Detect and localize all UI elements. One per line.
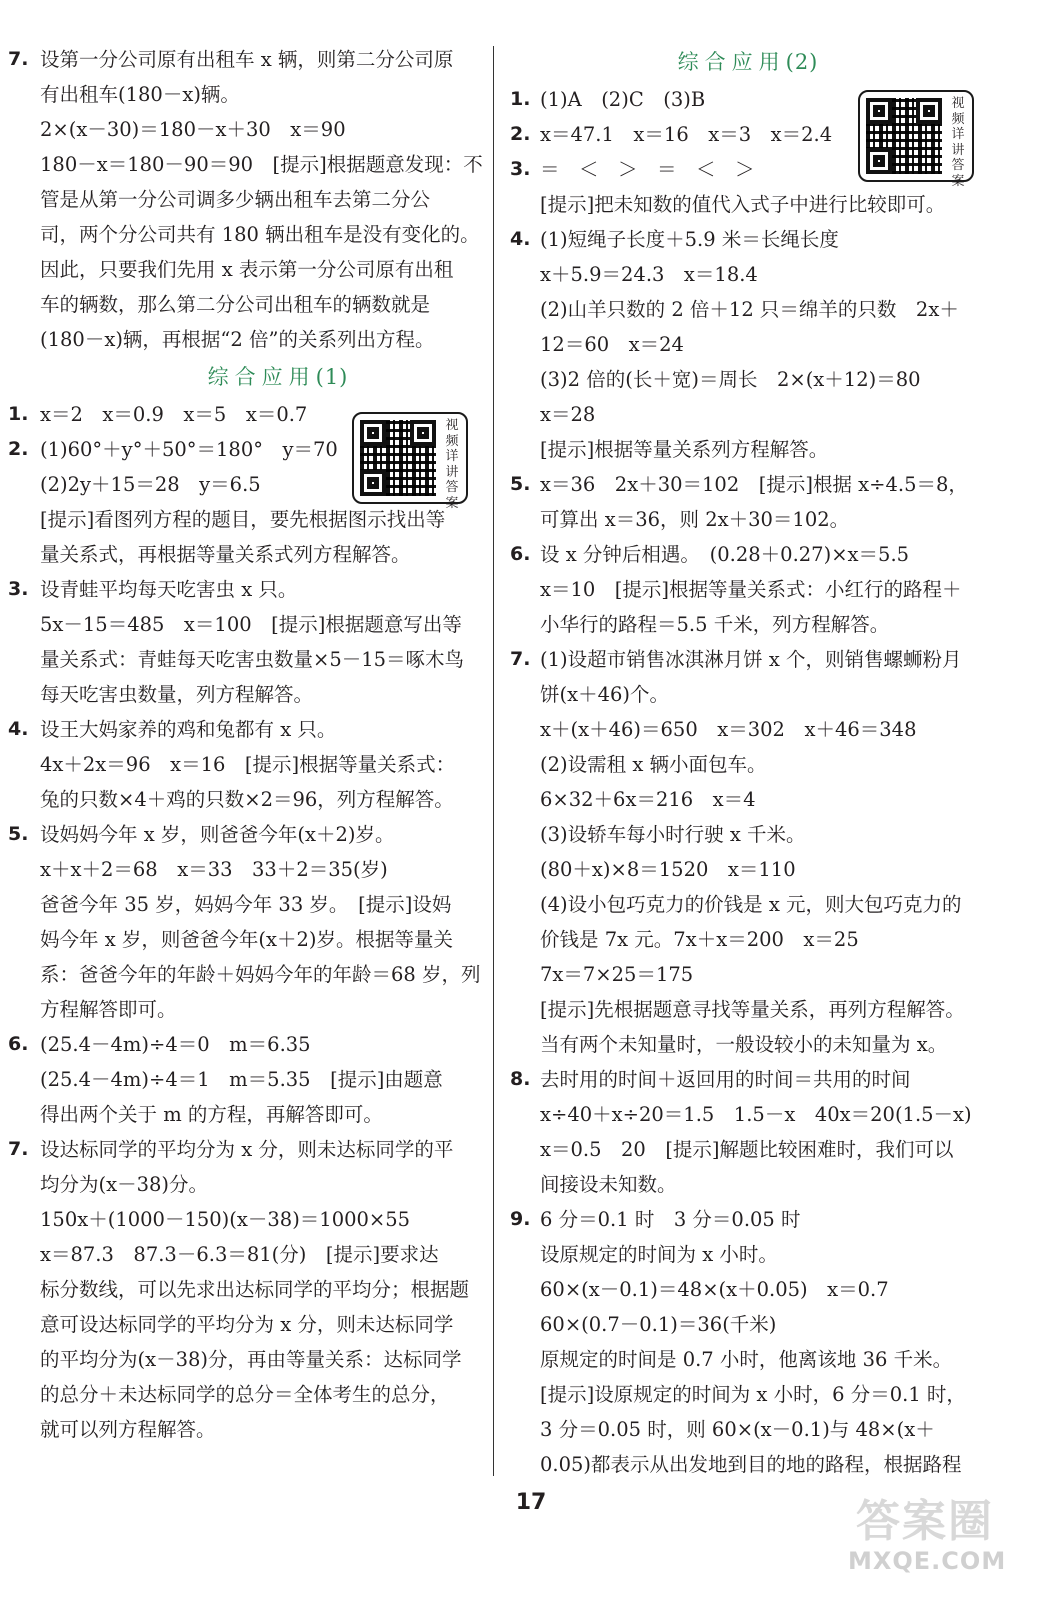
answer-line <box>0 502 486 537</box>
answer-line <box>0 677 486 712</box>
line-text: 7x＝7×25＝175 <box>540 963 694 986</box>
qr-code-icon <box>360 420 436 496</box>
answer-line <box>500 922 996 957</box>
line-text: (1)60°＋y°＋50°＝180° y＝70 <box>40 438 338 461</box>
question-number: 9. <box>510 1208 531 1230</box>
line-text: 价钱是 7x 元。7x＋x＝200 x＝25 <box>540 928 859 951</box>
answer-line <box>0 852 486 887</box>
question-number: 4. <box>8 718 29 740</box>
line-text: 标分数线，可以先求出达标同学的平均分；根据题 <box>40 1278 470 1301</box>
answer-line <box>500 1027 996 1062</box>
line-text: x＋(x＋46)＝650 x＝302 x＋46＝348 <box>540 718 917 741</box>
line-text: 就可以列方程解答。 <box>40 1418 216 1441</box>
line-text: 当有两个未知量时，一般设较小的未知量为 x。 <box>540 1033 948 1056</box>
line-text: (25.4－4m)÷4＝1 m＝5.35 [提示]由题意 <box>40 1068 443 1091</box>
line-text: 小华行的路程＝5.5 千米，列方程解答。 <box>540 613 890 636</box>
line-text: x＝87.3 87.3－6.3＝81(分) [提示]要求达 <box>40 1243 439 1266</box>
line-text: 因此，只要我们先用 x 表示第一分公司原有出租 <box>40 258 454 281</box>
question-number: 7. <box>8 48 29 70</box>
page-number: 17 <box>515 1490 547 1515</box>
answer-line <box>0 957 486 992</box>
answer-line <box>500 1447 996 1482</box>
answer-line <box>500 187 996 222</box>
answer-line <box>0 1202 486 1237</box>
line-text: 去时用的时间＋返回用的时间＝共用的时间 <box>540 1068 911 1091</box>
answer-line <box>0 1097 486 1132</box>
answer-line <box>500 887 996 922</box>
line-text: 妈今年 x 岁，则爸爸今年(x＋2)岁。根据等量关 <box>40 928 454 951</box>
question-number: 2. <box>510 123 531 145</box>
line-text: 得出两个关于 m 的方程，再解答即可。 <box>40 1103 383 1126</box>
answer-line <box>500 852 996 887</box>
answer-line <box>500 1097 996 1132</box>
left-column <box>0 42 486 1447</box>
answer-line <box>500 1272 996 1307</box>
question-line <box>0 572 486 607</box>
line-text: (1)短绳子长度＋5.9 米＝长绳长度 <box>540 228 839 251</box>
question-number: 6. <box>8 1033 29 1055</box>
line-text: 60×(0.7－0.1)＝36(千米) <box>540 1313 777 1336</box>
line-text: 0.05)都表示从出发地到目的地的路程，根据路程 <box>540 1453 962 1476</box>
question-number: 1. <box>8 403 29 425</box>
qr-code-icon <box>866 98 942 174</box>
line-text: 3 分＝0.05 时，则 60×(x－0.1)与 48×(x＋ <box>540 1418 935 1441</box>
question-line <box>0 1132 486 1167</box>
question-number: 7. <box>510 648 531 670</box>
answer-line <box>0 887 486 922</box>
line-text: [提示]把未知数的值代入式子中进行比较即可。 <box>540 193 946 216</box>
line-text: 设妈妈今年 x 岁，则爸爸今年(x＋2)岁。 <box>40 823 395 846</box>
answer-line <box>0 252 486 287</box>
qr-code-box[interactable] <box>352 412 468 511</box>
question-line <box>0 1027 486 1062</box>
line-text: 系：爸爸今年的年龄＋妈妈今年的年龄＝68 岁，列 <box>40 963 481 986</box>
line-text: 12＝60 x＝24 <box>540 333 684 356</box>
line-text: 设 x 分钟后相遇。 (0.28＋0.27)×x＝5.5 <box>540 543 910 566</box>
answer-line <box>0 992 486 1027</box>
answer-line <box>500 397 996 432</box>
line-text: 设第一分公司原有出租车 x 辆，则第二分公司原 <box>40 48 454 71</box>
answer-line <box>0 1272 486 1307</box>
answer-line <box>500 292 996 327</box>
column-divider <box>493 46 494 1476</box>
line-text: x＝0.5 20 [提示]解题比较困难时，我们可以 <box>540 1138 954 1161</box>
line-text: 每天吃害虫数量，列方程解答。 <box>40 683 314 706</box>
line-text: 司，两个分公司共有 180 辆出租车是没有变化的。 <box>40 223 480 246</box>
line-text: 管是从第一分公司调多少辆出租车去第二分公 <box>40 188 431 211</box>
answer-line <box>500 782 996 817</box>
qr-label: 视频详讲答案 <box>445 418 459 511</box>
line-text: 量关系式，再根据等量关系式列方程解答。 <box>40 543 411 566</box>
line-text: 可算出 x＝36，则 2x＋30＝102。 <box>540 508 850 531</box>
watermark <box>848 1485 1034 1585</box>
section-title <box>0 357 486 397</box>
line-text: (1)A (2)C (3)B <box>540 88 706 111</box>
answer-line <box>500 1342 996 1377</box>
answer-line <box>0 1237 486 1272</box>
watermark-url: MXQE.COM <box>848 1547 1007 1575</box>
question-number: 3. <box>8 578 29 600</box>
line-text: (3)设轿车每小时行驶 x 千米。 <box>540 823 806 846</box>
line-text: 4x＋2x＝96 x＝16 [提示]根据等量关系式： <box>40 753 456 776</box>
line-text: 的总分＋未达标同学的总分＝全体考生的总分， <box>40 1383 450 1406</box>
answer-line <box>0 287 486 322</box>
answer-line <box>500 1237 996 1272</box>
answer-line <box>0 147 486 182</box>
line-text: 6 分＝0.1 时 3 分＝0.05 时 <box>540 1208 801 1231</box>
line-text: 2×(x－30)＝180－x＋30 x＝90 <box>40 118 346 141</box>
answer-line <box>500 1307 996 1342</box>
line-text: [提示]先根据题意寻找等量关系，再列方程解答。 <box>540 998 965 1021</box>
line-text: (80＋x)×8＝1520 x＝110 <box>540 858 796 881</box>
section-title-number: (1) <box>315 365 349 389</box>
section-title <box>500 42 996 82</box>
question-number: 5. <box>8 823 29 845</box>
watermark-logo: 答案圈 <box>856 1496 994 1547</box>
answer-line <box>500 677 996 712</box>
line-text: 6×32＋6x＝216 x＝4 <box>540 788 756 811</box>
line-text: 5x－15＝485 x＝100 [提示]根据题意写出等 <box>40 613 462 636</box>
qr-code-box[interactable] <box>858 90 974 189</box>
line-text: 兔的只数×4＋鸡的只数×2＝96，列方程解答。 <box>40 788 454 811</box>
answer-line <box>0 1307 486 1342</box>
line-text: (2)设需租 x 辆小面包车。 <box>540 753 767 776</box>
line-text: (1)设超市销售冰淇淋月饼 x 个，则销售螺蛳粉月 <box>540 648 962 671</box>
answer-line <box>0 642 486 677</box>
question-number: 2. <box>8 438 29 460</box>
answer-line <box>500 607 996 642</box>
line-text: 均分为(x－38)分。 <box>40 1173 209 1196</box>
right-column <box>500 42 996 1482</box>
line-text: (2)山羊只数的 2 倍＋12 只＝绵羊的只数 2x＋ <box>540 298 959 321</box>
line-text: 的平均分为(x－38)分，再由等量关系：达标同学 <box>40 1348 462 1371</box>
line-text: (3)2 倍的(长＋宽)＝周长 2×(x＋12)＝80 <box>540 368 921 391</box>
question-line <box>500 222 996 257</box>
line-text: 180－x＝180－90＝90 [提示]根据题意发现：不 <box>40 153 483 176</box>
line-text: 设原规定的时间为 x 小时。 <box>540 1243 778 1266</box>
line-text: 量关系式：青蛙每天吃害虫数量×5－15＝啄木鸟 <box>40 648 465 671</box>
answer-line <box>500 502 996 537</box>
answer-line <box>500 432 996 467</box>
line-text: x＝36 2x＋30＝102 [提示]根据 x÷4.5＝8， <box>540 473 968 496</box>
line-text: 设达标同学的平均分为 x 分，则未达标同学的平 <box>40 1138 454 1161</box>
answer-line <box>500 572 996 607</box>
answer-line <box>0 217 486 252</box>
line-text: 饼(x＋46)个。 <box>540 683 670 706</box>
line-text: x÷40＋x÷20＝1.5 1.5－x 40x＝20(1.5－x) <box>540 1103 972 1126</box>
line-text: 150x＋(1000－150)(x－38)＝1000×55 <box>40 1208 411 1231</box>
question-line <box>500 537 996 572</box>
answer-line <box>500 1167 996 1202</box>
answer-line <box>0 782 486 817</box>
answer-line <box>0 112 486 147</box>
question-line <box>500 467 996 502</box>
line-text: ＝ ＜ ＞ ＝ ＜ ＞ <box>540 158 755 181</box>
answer-line <box>0 1167 486 1202</box>
section-title-text: 综合应用 <box>677 50 786 74</box>
answer-line <box>0 182 486 217</box>
answer-line <box>500 327 996 362</box>
line-text: (180－x)辆，再根据“2 倍”的关系列出方程。 <box>40 328 435 351</box>
answer-line <box>0 322 486 357</box>
line-text: x＝2 x＝0.9 x＝5 x＝0.7 <box>40 403 308 426</box>
question-line <box>0 42 486 77</box>
question-number: 3. <box>510 158 531 180</box>
answer-line <box>500 1377 996 1412</box>
line-text: 有出租车(180－x)辆。 <box>40 83 240 106</box>
answer-line <box>500 817 996 852</box>
line-text: [提示]设原规定的时间为 x 小时，6 分＝0.1 时， <box>540 1383 966 1406</box>
question-line <box>500 642 996 677</box>
question-number: 5. <box>510 473 531 495</box>
question-line <box>500 1062 996 1097</box>
answer-line <box>0 607 486 642</box>
answer-line <box>500 957 996 992</box>
line-text: [提示]看图列方程的题目，要先根据图示找出等 <box>40 508 446 531</box>
answer-line <box>0 747 486 782</box>
answer-line <box>500 362 996 397</box>
answer-line <box>500 1132 996 1167</box>
line-text: x＋x＋2＝68 x＝33 33＋2＝35(岁) <box>40 858 388 881</box>
qr-label: 视频详讲答案 <box>951 96 965 189</box>
answer-line <box>500 747 996 782</box>
answer-line <box>0 77 486 112</box>
line-text: x＝10 [提示]根据等量关系式：小红行的路程＋ <box>540 578 962 601</box>
answer-line <box>0 1342 486 1377</box>
answer-line <box>500 257 996 292</box>
answer-line <box>500 712 996 747</box>
question-number: 1. <box>510 88 531 110</box>
section-title-text: 综合应用 <box>207 365 316 389</box>
question-line <box>0 817 486 852</box>
answer-line <box>0 1377 486 1412</box>
answer-line <box>0 922 486 957</box>
answer-line <box>0 537 486 572</box>
line-text: 车的辆数，那么第二分公司出租车的辆数就是 <box>40 293 431 316</box>
answer-line <box>500 1412 996 1447</box>
line-text: (2)2y＋15＝28 y＝6.5 <box>40 473 261 496</box>
line-text: 意可设达标同学的平均分为 x 分，则未达标同学 <box>40 1313 454 1336</box>
question-line <box>0 712 486 747</box>
line-text: [提示]根据等量关系列方程解答。 <box>540 438 829 461</box>
answer-line <box>500 992 996 1027</box>
line-text: 设王大妈家养的鸡和兔都有 x 只。 <box>40 718 337 741</box>
answer-line <box>0 1412 486 1447</box>
line-text: 间接设未知数。 <box>540 1173 677 1196</box>
line-text: 方程解答即可。 <box>40 998 177 1021</box>
question-number: 7. <box>8 1138 29 1160</box>
line-text: x＝47.1 x＝16 x＝3 x＝2.4 <box>540 123 833 146</box>
line-text: 爸爸今年 35 岁，妈妈今年 33 岁。 [提示]设妈 <box>40 893 452 916</box>
line-text: 原规定的时间是 0.7 小时，他离该地 36 千米。 <box>540 1348 953 1371</box>
line-text: (25.4－4m)÷4＝0 m＝6.35 <box>40 1033 311 1056</box>
answer-line <box>0 1062 486 1097</box>
line-text: (4)设小包巧克力的价钱是 x 元，则大包巧克力的 <box>540 893 962 916</box>
question-number: 4. <box>510 228 531 250</box>
line-text: x＋5.9＝24.3 x＝18.4 <box>540 263 758 286</box>
question-line <box>500 1202 996 1237</box>
section-title-number: (2) <box>785 50 819 74</box>
question-number: 8. <box>510 1068 531 1090</box>
line-text: 设青蛙平均每天吃害虫 x 只。 <box>40 578 298 601</box>
question-number: 6. <box>510 543 531 565</box>
line-text: 60×(x－0.1)＝48×(x＋0.05) x＝0.7 <box>540 1278 889 1301</box>
line-text: x＝28 <box>540 403 596 426</box>
